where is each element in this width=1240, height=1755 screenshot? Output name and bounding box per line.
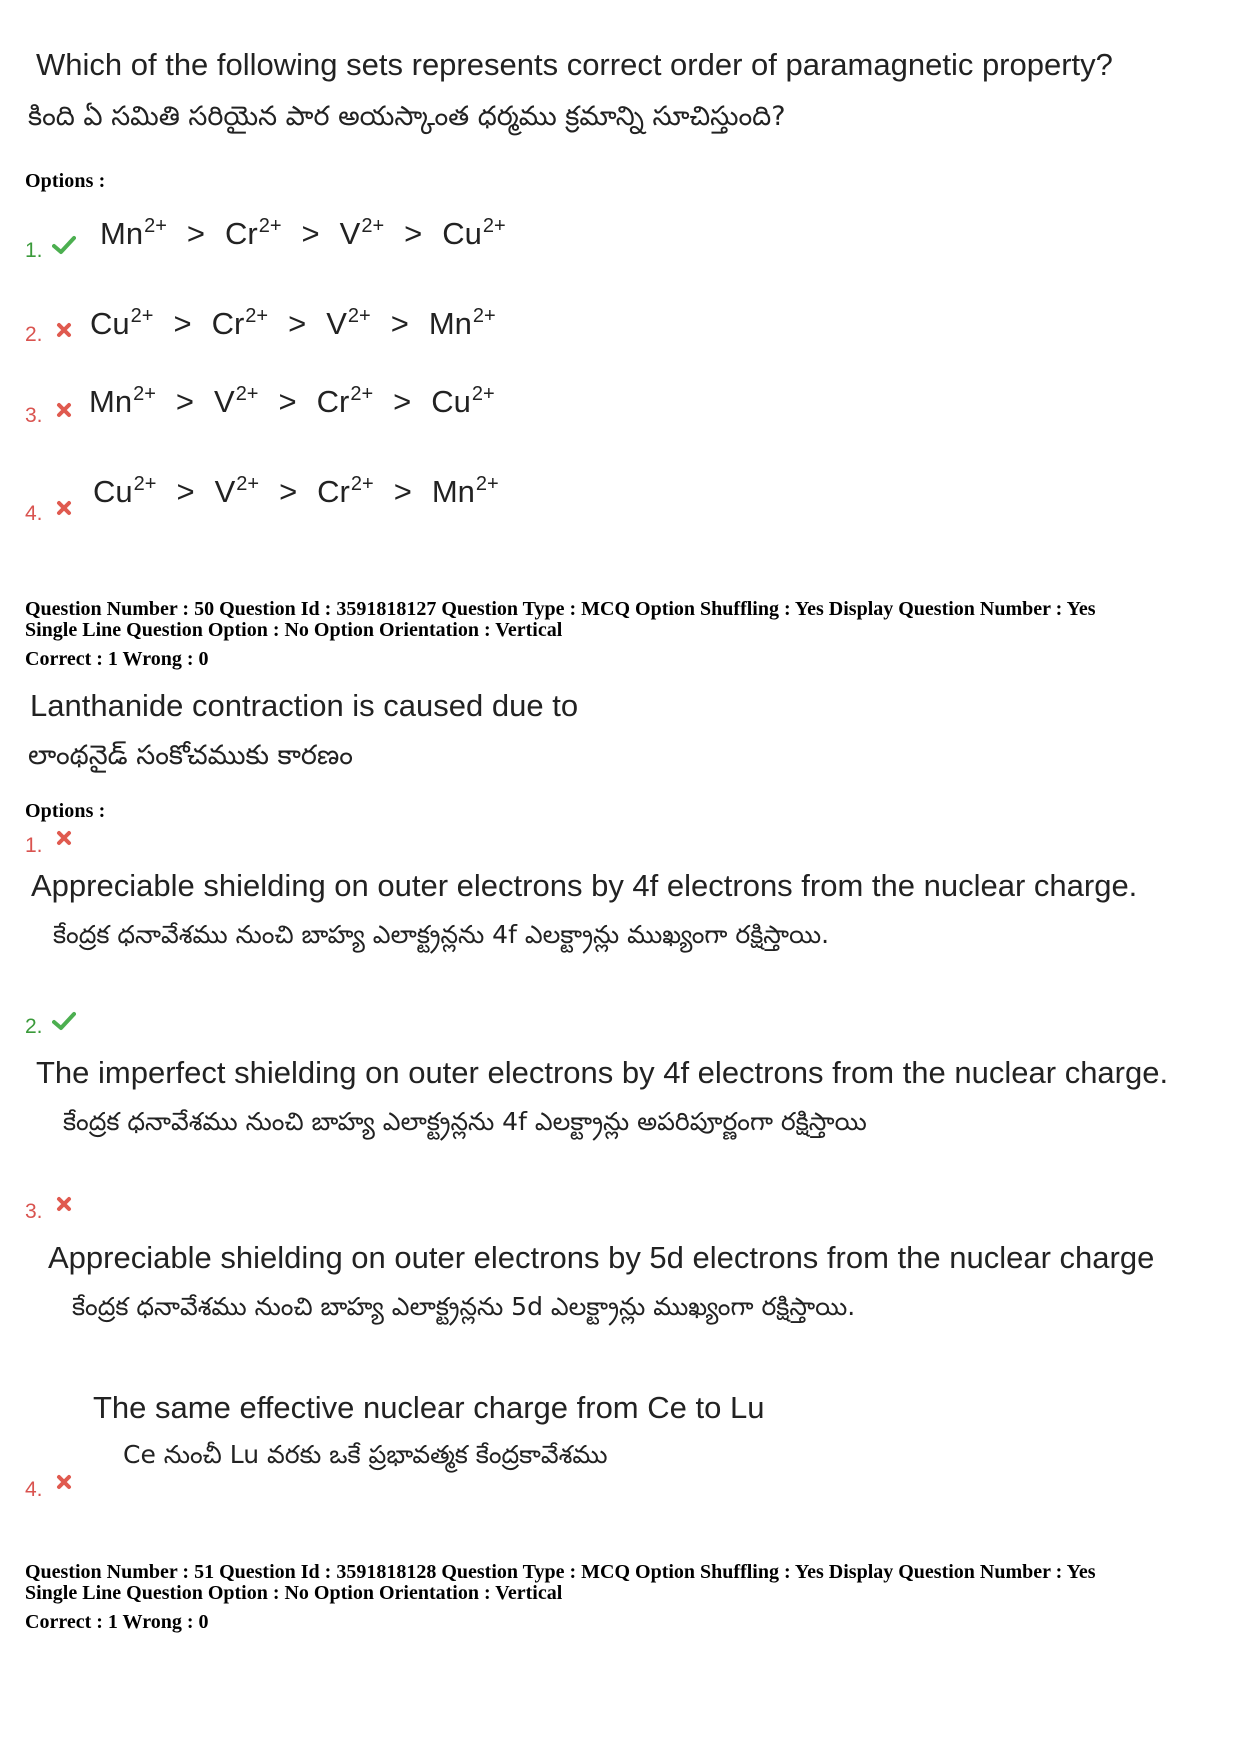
question-49-text-en: Which of the following sets represents correct order of paramagnetic property? [36, 47, 1113, 82]
greater-than-sign: > [186, 216, 205, 251]
option-number: 2. [25, 1015, 43, 1038]
option-formula [89, 383, 495, 420]
ion-symbol: $Cu^{2+}$ [90, 305, 154, 341]
cross-icon [56, 500, 72, 521]
greater-than-sign: > [390, 306, 409, 341]
ion-charge: 2+ [350, 383, 374, 405]
option-text-te: కేంద్రక ధనావేశము నుంచి బాహ్య ఎలాక్ట్రన్లను 4f ఎలక్ట్రాన్లు ముఖ్యంగా రక్షిస్తాయి. [53, 920, 830, 949]
ion-symbol: $Cr^{2+}$ [317, 473, 374, 509]
option-number: 4. [25, 502, 43, 525]
question-50-text-en: Lanthanide contraction is caused due to [30, 688, 579, 723]
option-formula [100, 215, 506, 252]
ion-symbol: $Mn^{2+}$ [89, 383, 156, 419]
ion-charge: 2+ [133, 473, 157, 495]
check-icon [52, 1011, 76, 1036]
ion-charge: 2+ [361, 215, 385, 237]
option-number: 1. [25, 834, 43, 857]
option-number: 3. [25, 1200, 43, 1223]
option-formula [90, 305, 496, 342]
greater-than-sign: > [288, 306, 307, 341]
greater-than-sign: > [278, 384, 297, 419]
greater-than-sign: > [404, 216, 423, 251]
question-50-text-te: లాంథనైడ్ సంకోచముకు కారణం [28, 740, 353, 771]
check-icon [52, 235, 76, 260]
option-number: 1. [25, 239, 43, 262]
ion-charge: 2+ [144, 215, 167, 237]
greater-than-sign: > [173, 306, 192, 341]
ion-charge: 2+ [235, 383, 259, 405]
ion-symbol: $V^{2+}$ [214, 383, 259, 419]
ion-charge: 2+ [347, 305, 371, 327]
greater-than-sign: > [393, 474, 412, 509]
option-formula [93, 473, 499, 510]
cross-icon [56, 322, 72, 343]
question-score-line: Correct : 1 Wrong : 0 [25, 1611, 209, 1633]
ion-symbol: $Mn^{2+}$ [100, 215, 167, 251]
ion-charge: 2+ [350, 473, 374, 495]
question-meta-line2: Single Line Question Option : No Option Orientation : Vertical [25, 619, 563, 641]
greater-than-sign: > [393, 384, 412, 419]
option-text-en: The imperfect shielding on outer electrons by 4f electrons from the nuclear charge. [36, 1055, 1169, 1090]
ion-symbol: $Cu^{2+}$ [431, 383, 495, 419]
greater-than-sign: > [175, 384, 194, 419]
greater-than-sign: > [301, 216, 320, 251]
option-number: 4. [25, 1478, 43, 1501]
question-meta-line2: Single Line Question Option : No Option Orientation : Vertical [25, 1582, 563, 1604]
option-text-te: కేంద్రక ధనావేశము నుంచి బాహ్య ఎలాక్ట్రన్లను 4f ఎలక్ట్రాన్లు అపరిపూర్ణంగా రక్షిస్తాయి [63, 1107, 867, 1136]
ion-charge: 2+ [471, 383, 495, 405]
option-number: 2. [25, 323, 43, 346]
question-meta-line1: Question Number : 50 Question Id : 3591818127 Question Type : MCQ Option Shuffling : Yes Display Question Number : Yes [25, 598, 1096, 620]
option-text-en: Appreciable shielding on outer electrons by 4f electrons from the nuclear charge. [31, 868, 1138, 903]
question-49-text-te: కింది ఏ సమితి సరియైన పార అయస్కాంత ధర్మము క్రమాన్ని సూచిస్తుంది? [28, 101, 786, 132]
cross-icon [56, 830, 72, 851]
options-label: Options : [25, 170, 106, 192]
cross-icon [56, 402, 72, 423]
ion-symbol: $Cr^{2+}$ [225, 215, 282, 251]
cross-icon [56, 1474, 72, 1495]
greater-than-sign: > [176, 474, 195, 509]
option-text-en: Appreciable shielding on outer electrons by 5d electrons from the nuclear charge [48, 1240, 1155, 1275]
ion-symbol: $V^{2+}$ [214, 473, 260, 509]
ion-symbol: $Mn^{2+}$ [431, 473, 499, 509]
option-text-te: కేంద్రక ధనావేశము నుంచి బాహ్య ఎలాక్ట్రన్లను 5d ఎలక్ట్రాన్లు ముఖ్యంగా రక్షిస్తాయి. [72, 1292, 856, 1321]
ion-charge: 2+ [236, 473, 260, 495]
greater-than-sign: > [279, 474, 298, 509]
ion-symbol: $Cr^{2+}$ [316, 383, 374, 419]
ion-symbol: $V^{2+}$ [339, 215, 385, 251]
option-text-en: The same effective nuclear charge from Ce to Lu [93, 1390, 765, 1425]
ion-symbol: $Cr^{2+}$ [211, 305, 269, 341]
ion-symbol: $Cu^{2+}$ [93, 473, 157, 509]
cross-icon [56, 1196, 72, 1217]
ion-charge: 2+ [245, 305, 269, 327]
ion-symbol: $Cu^{2+}$ [442, 215, 506, 251]
ion-symbol: $V^{2+}$ [326, 305, 371, 341]
ion-charge: 2+ [130, 305, 154, 327]
option-number: 3. [25, 404, 43, 427]
question-meta-line1: Question Number : 51 Question Id : 3591818128 Question Type : MCQ Option Shuffling : Yes Display Question Number : Yes [25, 1561, 1096, 1583]
ion-charge: 2+ [133, 383, 156, 405]
ion-charge: 2+ [258, 215, 282, 237]
question-score-line: Correct : 1 Wrong : 0 [25, 648, 209, 670]
ion-charge: 2+ [482, 215, 506, 237]
ion-charge: 2+ [472, 305, 496, 327]
options-label: Options : [25, 800, 106, 822]
ion-symbol: $Mn^{2+}$ [428, 305, 496, 341]
ion-charge: 2+ [475, 473, 499, 495]
option-text-te: Ce నుంచీ Lu వరకు ఒకే ప్రభావత్మక కేంద్రకావేశము [123, 1440, 608, 1469]
